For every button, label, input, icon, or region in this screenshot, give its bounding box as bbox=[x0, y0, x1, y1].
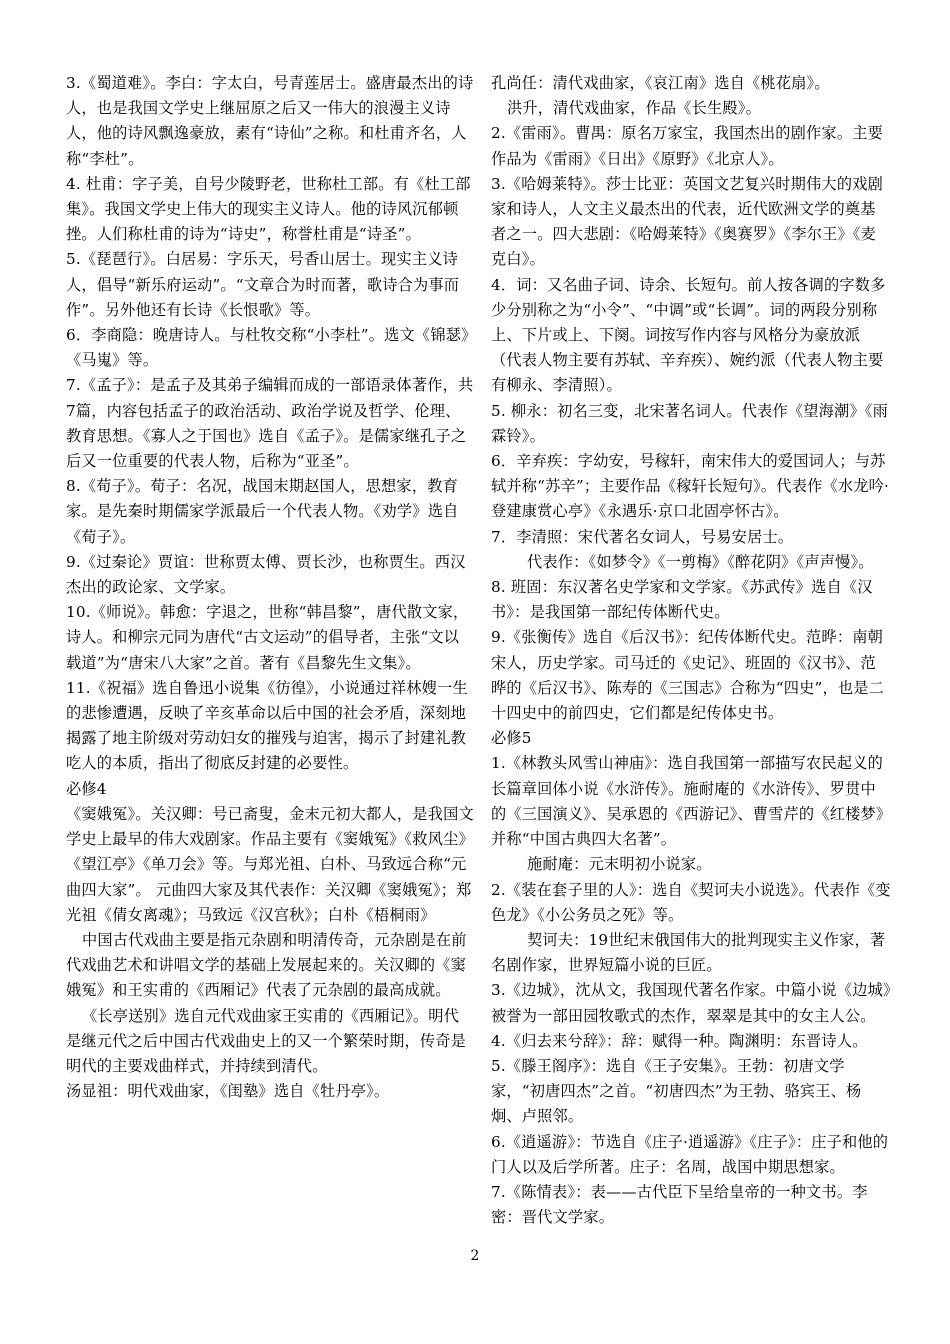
paragraph-chekhov: 契诃夫：19世纪末俄国伟大的批判现实主义作家，著名剧作家，世界短篇小说的巨匠。 bbox=[491, 930, 886, 975]
paragraph-biancheng: 3.《边城》，沈从文，我国现代著名作家。中篇小说《边城》被誉为一部田园牧歌式的杰作，翠翠是其中的女主人公。 bbox=[491, 981, 891, 1025]
paragraph-leiyu: 2.《雷雨》。曹禺：原名万家宝，我国杰出的剧作家。主要作品为《雷雨》《日出》《原野》《北京人》。 bbox=[491, 124, 883, 168]
paragraph-dufu: 4. 杜甫：字子美，自号少陵野老，世称杜工部。有《杜工部集》。我国文学史上伟大的现实主义诗人。他的诗风沉郁顿挫。人们称杜甫的诗为“诗史”，称誉杜甫是“诗圣”。 bbox=[66, 174, 471, 244]
paragraph-hamlet: 3.《哈姆莱特》。莎士比亚：英国文艺复兴时期伟大的戏剧家和诗人，人文主义最杰出的代表，近代欧洲文学的奠基者之一。四大悲剧：《哈姆莱特》《奥赛罗》《李尔王》《麦克白》。 bbox=[491, 174, 883, 269]
paragraph-zhangheng: 9.《张衡传》选自《后汉书》：纪传体断代史。范晔：南朝宋人，历史学家。司马迁的《史记》、班固的《汉书》、范晔的《后汉书》、陈寿的《三国志》合称为“四史”，也是二十四史中的前四史，它们都是纪传体史书。 bbox=[491, 628, 885, 723]
paragraph-taozi: 2.《装在套子里的人》：选自《契诃夫小说选》。代表作《变色龙》《小公务员之死》等。 bbox=[491, 880, 891, 924]
paragraph-dou-e-yuan: 《窦娥冤》。关汉卿：号已斋叟，金末元初大都人，是我国文学史上最早的伟大戏剧家。作品主要有《窦娥冤》《救风尘》《望江亭》《单刀会》等。与郑光祖、白朴、马致远合称“元曲四大家”。 元曲四大家及其代表作：关汉卿《窦娥冤》；郑光祖《倩女离魂》；马致远《汉宫秋》；白朴《梧桐雨》 bbox=[66, 804, 474, 924]
paragraph-xiaoyaoyou: 6.《逍遥游》：节选自《庄子·逍遥游》《庄子》：庄子和他的门人以及后学所著。庄子：名周，战国中期思想家。 bbox=[491, 1132, 889, 1176]
paragraph-chinese-opera: 中国古代戏曲主要是指元杂剧和明清传奇，元杂剧是在前代戏曲艺术和讲唱文学的基础上发展起来的。关汉卿的《窦娥冤》和王实甫的《西厢记》代表了元杂剧的最高成就。 bbox=[66, 930, 467, 1000]
page-number: 2 bbox=[470, 1248, 480, 1264]
paragraph-ci: 4．词：又名曲子词、诗余、长短句。前人按各调的字数多少分别称之为“小令”、“中调”或“长调”。词的两段分别称上、下片或上、下阕。词按写作内容与风格分为豪放派（代表人物主要有苏轼、辛弃疾）、婉约派（代表人物主要有柳永、李清照）。 bbox=[491, 275, 886, 395]
paragraph-liqingzhao-works: 代表作：《如梦令》《一剪梅》《醉花阴》《声声慢》。 bbox=[527, 552, 874, 571]
right-column bbox=[491, 71, 891, 1230]
paragraph-pipaxing: 5.《琵琶行》。白居易：字乐天，号香山居士。现实主义诗人，倡导“新乐府运动”。“文章合为时而著，歌诗合为事而作”。另外他还有长诗《长恨歌》等。 bbox=[66, 250, 460, 319]
paragraph-xunzi: 8.《荀子》。荀子：名况，战国末期赵国人，思想家，教育家。是先秦时期儒家学派最后一个代表人物。《劝学》选自《荀子》。 bbox=[66, 477, 459, 546]
paragraph-changting-songbie: 《长亭送别》选自元代戏曲家王实甫的《西厢记》。明代是继元代之后中国古代戏曲史上的又一个繁荣时期，传奇是明代的主要戏曲样式，并持续到清代。 bbox=[66, 1006, 467, 1075]
paragraph-shishuo: 10.《师说》。韩愈：字退之，世称“韩昌黎”，唐代散文家，诗人。和柳宗元同为唐代“古文运动”的倡导者，主张“文以载道”为“唐宋八大家”之首。著有《昌黎先生文集》。 bbox=[66, 603, 469, 672]
paragraph-shinaian: 施耐庵：元末明初小说家。 bbox=[527, 855, 712, 874]
left-column bbox=[66, 71, 474, 1104]
paragraph-bangu: 8. 班固：东汉著名史学家和文学家。《苏武传》选自《汉书》：是我国第一部纪传体断代史。 bbox=[491, 578, 873, 622]
section-heading-bixiu5: 必修5 bbox=[491, 729, 532, 748]
paragraph-mengzi: 7.《孟子》：是孟子及其弟子编辑而成的一部语录体著作，共7篇，内容包括孟子的政治活动、政治学说及哲学、伦理、教育思想。《寡人之于国也》选自《孟子》。是儒家继孔子之后又一位重要的代表人物，后称为“亚圣”。 bbox=[66, 376, 474, 471]
paragraph-xinqiji: 6．辛弃疾：字幼安，号稼轩，南宋伟大的爱国词人；与苏轼并称“苏辛”；主要作品《稼轩长短句》。代表作《水龙吟·登建康赏心亭》《永遇乐·京口北固亭怀古》。 bbox=[491, 452, 890, 521]
paragraph-tangxianzu: 汤显祖：明代戏曲家，《闺塾》选自《牡丹亭》。 bbox=[66, 1082, 390, 1101]
paragraph-chenqingbiao: 7.《陈情表》：表——古代臣下呈给皇帝的一种文书。李密：晋代文学家。 bbox=[491, 1182, 868, 1227]
paragraph-zhufu: 11.《祝福》选自鲁迅小说集《彷徨》，小说通过祥林嫂一生的悲惨遭遇，反映了辛亥革命以后中国的社会矛盾，深刻地揭露了地主阶级对劳动妇女的摧残与迫害，揭示了封建礼教吃人的本质，指出了彻底反封建的必要性。 bbox=[66, 678, 468, 773]
paragraph-guiqulai: 4.《归去来兮辞》：辞：赋得一种。陶渊明：东晋诗人。 bbox=[491, 1031, 868, 1050]
paragraph-liuyong: 5. 柳永：初名三变，北宋著名词人。代表作《望海潮》《雨霖铃》。 bbox=[491, 401, 889, 445]
paragraph-lishangyin: 6．李商隐：晚唐诗人。与杜牧交称“小李杜”。选文《锦瑟》《马嵬》等。 bbox=[66, 326, 469, 370]
section-heading-bixiu4: 必修4 bbox=[66, 779, 107, 798]
paragraph-tengwangge: 5.《滕王阁序》：选自《王子安集》。王勃：初唐文学家，“初唐四杰”之首。“初唐四杰”为王勃、骆宾王、杨炯、卢照邻。 bbox=[491, 1056, 862, 1126]
paragraph-hongsheng: 洪升，清代戏曲家，作品《长生殿》。 bbox=[507, 99, 761, 118]
paragraph-linjiaotou: 1.《林教头风雪山神庙》：选自我国第一部描写农民起义的长篇章回体小说《水浒传》。施耐庵的《水浒传》、罗贯中的《三国演义》、吴承恩的《西游记》、曹雪芹的《红楼梦》并称“中国古典四大名著”。 bbox=[491, 754, 884, 849]
paragraph-liqingzhao: 7．李清照：宋代著名女词人，号易安居士。 bbox=[491, 527, 794, 546]
paragraph-guoqinlun: 9.《过秦论》贾谊：世称贾太傅、贾长沙，也称贾生。西汉杰出的政论家、文学家。 bbox=[66, 552, 466, 597]
paragraph-kongshangren: 孔尚任：清代戏曲家，《哀江南》选自《桃花扇》。 bbox=[491, 74, 830, 92]
paragraph-shudaonan: 3.《蜀道难》。李白：字太白，号青莲居士。盛唐最杰出的诗人，也是我国文学史上继屈原之后又一伟大的浪漫主义诗人，他的诗风飘逸豪放，素有“诗仙”之称。和杜甫齐名，人称“李杜”。 bbox=[66, 74, 474, 168]
